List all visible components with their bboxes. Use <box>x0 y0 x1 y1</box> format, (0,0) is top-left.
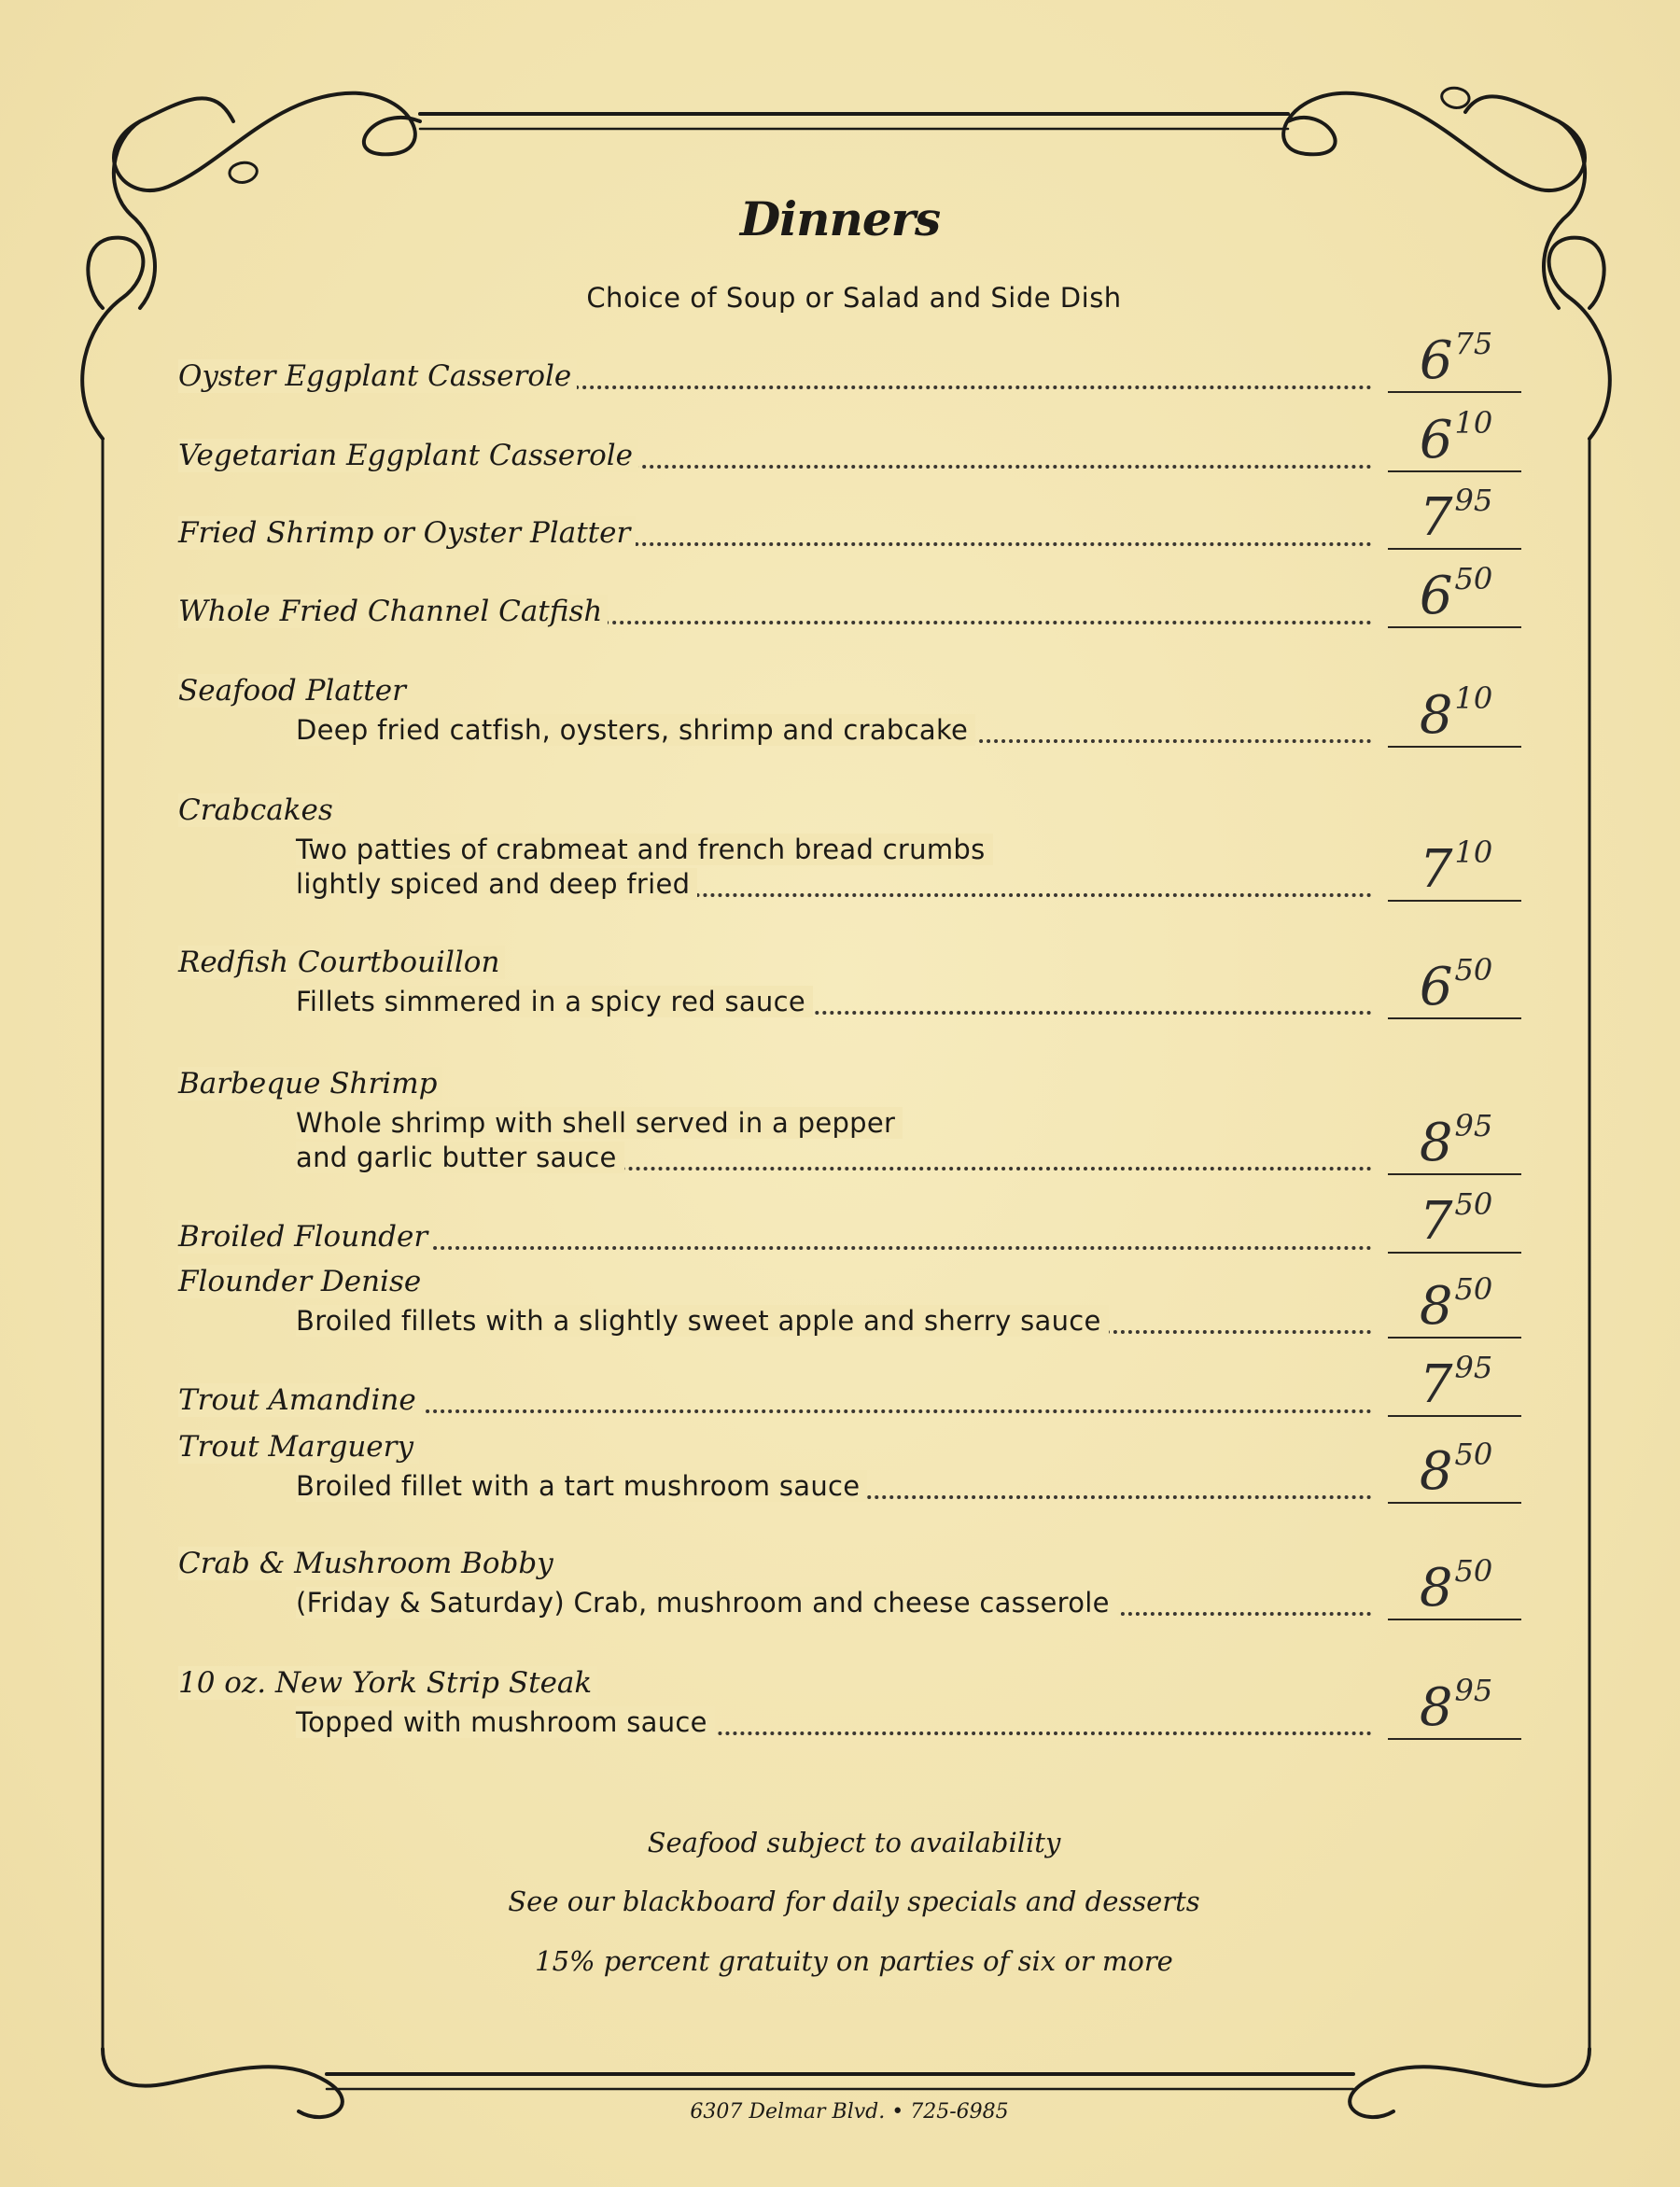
price-underline <box>1388 1173 1521 1175</box>
menu-item-description: Broiled fillet with a tart mushroom sauce <box>296 1470 867 1502</box>
menu-item-price <box>1391 1186 1521 1252</box>
price-underline <box>1388 1619 1521 1620</box>
price-cents: 50 <box>1454 952 1493 988</box>
menu-item-name: Trout Marguery <box>178 1430 419 1464</box>
menu-title: Dinners <box>739 191 941 246</box>
price-underline <box>1388 391 1521 393</box>
note-specials: See our blackboard for daily specials and desserts <box>508 1886 1200 1917</box>
menu-item-price <box>1391 1673 1521 1738</box>
menu-subtitle: Choice of Soup or Salad and Side Dish <box>586 282 1122 314</box>
price-cents: 10 <box>1454 680 1493 716</box>
price-underline <box>1388 626 1521 628</box>
price-underline <box>1388 470 1521 472</box>
price-dollars: 8 <box>1419 1558 1453 1619</box>
menu-item-name: Barbeque Shrimp <box>178 1067 442 1101</box>
price-cents: 95 <box>1454 1673 1493 1708</box>
price-cents: 75 <box>1454 326 1493 361</box>
note-gratuity: 15% percent gratuity on parties of six or more <box>535 1945 1173 1977</box>
price-cents: 10 <box>1454 405 1493 441</box>
price-underline <box>1388 1738 1521 1740</box>
price-dollars: 8 <box>1419 685 1453 746</box>
menu-item-name: Redfish Courtbouillon <box>178 946 505 979</box>
menu-item-price <box>1391 326 1521 391</box>
menu-item-name: Flounder Denise <box>178 1265 427 1298</box>
note-availability: Seafood subject to availability <box>647 1827 1061 1858</box>
menu-item-name: Crabcakes <box>178 793 339 827</box>
menu-item-name: Broiled Flounder <box>178 1220 433 1254</box>
price-underline <box>1388 1252 1521 1254</box>
menu-item-price <box>1391 483 1521 548</box>
menu-item-price <box>1391 834 1521 900</box>
price-cents: 50 <box>1454 1437 1493 1472</box>
menu-item-price <box>1391 1108 1521 1173</box>
price-cents: 50 <box>1454 1553 1493 1589</box>
menu-item-name: Crab & Mushroom Bobby <box>178 1547 559 1580</box>
price-underline <box>1388 1337 1521 1339</box>
menu-item-price <box>1391 1553 1521 1619</box>
menu-item-description: lightly spiced and deep fried <box>296 868 697 900</box>
price-underline <box>1388 548 1521 550</box>
menu-item-name: 10 oz. New York Strip Steak <box>178 1666 597 1700</box>
price-underline <box>1388 1502 1521 1504</box>
menu-item-price <box>1391 405 1521 470</box>
price-cents: 95 <box>1454 1350 1493 1385</box>
menu-item-description: Topped with mushroom sauce <box>296 1706 715 1738</box>
price-cents: 50 <box>1454 561 1493 596</box>
price-dollars: 6 <box>1419 330 1453 391</box>
price-cents: 10 <box>1454 834 1493 870</box>
price-underline <box>1388 746 1521 748</box>
price-dollars: 8 <box>1419 1276 1453 1337</box>
price-dollars: 7 <box>1419 487 1453 548</box>
menu-item-price <box>1391 561 1521 626</box>
menu-item-description: Broiled fillets with a slightly sweet apple and sherry sauce <box>296 1305 1109 1337</box>
price-dollars: 8 <box>1419 1677 1453 1738</box>
menu-item-price <box>1391 1271 1521 1337</box>
price-cents: 95 <box>1454 483 1493 518</box>
menu-item-name: Seafood Platter <box>178 674 412 708</box>
price-dollars: 6 <box>1419 957 1453 1017</box>
menu-item-price <box>1391 1437 1521 1502</box>
menu-item-description: Fillets simmered in a spicy red sauce <box>296 986 813 1017</box>
menu-item-description: and garlic butter sauce <box>296 1142 624 1173</box>
menu-item-name: Whole Fried Channel Catfish <box>178 595 608 628</box>
price-dollars: 8 <box>1419 1113 1453 1173</box>
menu-item-name: Oyster Eggplant Casserole <box>178 359 577 393</box>
price-dollars: 7 <box>1419 839 1453 900</box>
price-cents: 50 <box>1454 1271 1493 1307</box>
menu-item-description: Two patties of crabmeat and french bread crumbs <box>296 834 993 865</box>
price-dollars: 6 <box>1419 566 1453 626</box>
menu-item-description: Deep fried catfish, oysters, shrimp and crabcake <box>296 714 975 746</box>
price-dollars: 7 <box>1419 1191 1453 1252</box>
price-cents: 95 <box>1454 1108 1493 1143</box>
price-underline <box>1388 1415 1521 1417</box>
menu-item-price <box>1391 952 1521 1017</box>
menu-item-name: Trout Amandine <box>178 1383 422 1417</box>
price-underline <box>1388 1017 1521 1019</box>
menu-item-price <box>1391 1350 1521 1415</box>
menu-item-name: Vegetarian Eggplant Casserole <box>178 439 638 472</box>
price-dollars: 7 <box>1419 1354 1453 1415</box>
menu-item-name: Fried Shrimp or Oyster Platter <box>178 516 636 550</box>
menu-item-description: Whole shrimp with shell served in a pepper <box>296 1107 903 1139</box>
menu-item-price <box>1391 680 1521 746</box>
menu-item-description: (Friday & Saturday) Crab, mushroom and cheese casserole <box>296 1587 1117 1619</box>
price-cents: 50 <box>1454 1186 1493 1222</box>
price-dollars: 8 <box>1419 1441 1453 1502</box>
price-underline <box>1388 900 1521 902</box>
price-dollars: 6 <box>1419 410 1453 470</box>
footer-address: 6307 Delmar Blvd. • 725-6985 <box>690 2100 1009 2124</box>
